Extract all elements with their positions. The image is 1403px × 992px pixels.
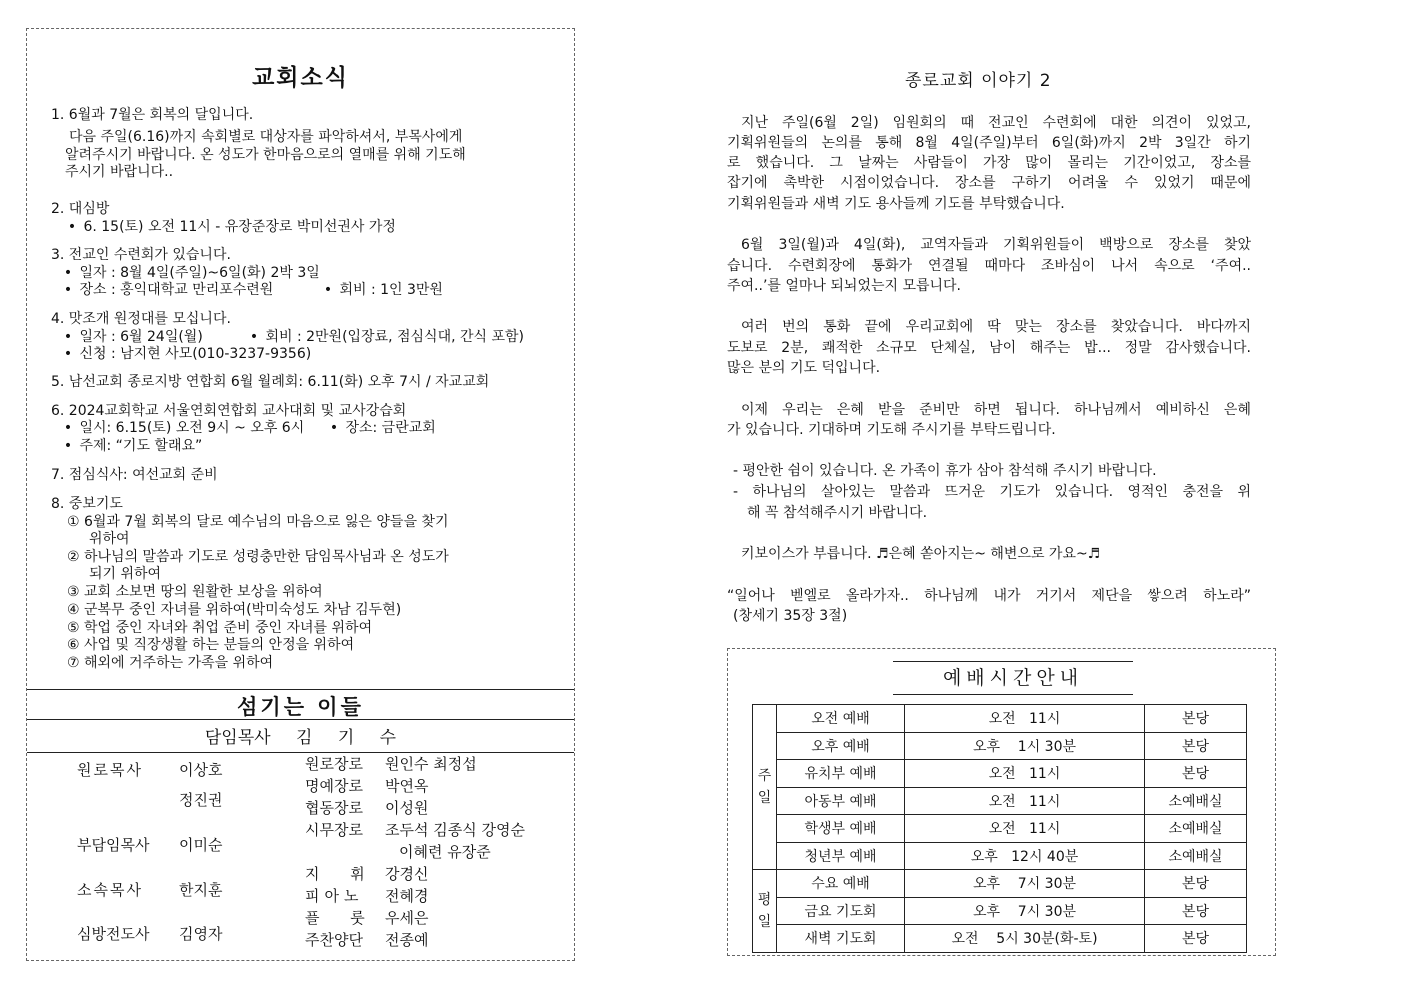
news-item-5: 5. 남선교회 종로지방 연합회 6월 월례회: 6.11(화) 오후 7시 / 자교교회 xyxy=(51,374,490,390)
role-names: 강경신 xyxy=(385,865,429,883)
divider xyxy=(27,689,574,690)
story-line: 이제 우리는 은혜 받을 준비만 하면 됩니다. 하나님께서 예비하신 은혜 xyxy=(741,402,1251,418)
pastor-name-char: 기 xyxy=(337,728,355,748)
church-news-panel xyxy=(26,28,575,961)
service-place: 본당 xyxy=(1145,705,1247,733)
story-line: 기획위원들의 논의를 통해 8월 4일(주일)부터 6일(화)까지 2박 3일간 하기 xyxy=(727,135,1251,151)
news-bullet: • 신청 : 남지현 사모(010-3237-9356) xyxy=(61,346,311,363)
role-label: 소속목사 xyxy=(77,881,143,899)
news-text: 다음 주일(6.16)까지 속회별로 대상자를 파악하셔서, 부목사에게 xyxy=(69,129,463,145)
bullet-icon: • xyxy=(63,438,73,454)
news-bullet: • 일자 : 6월 24일(월) xyxy=(61,329,203,346)
role-name: 정진권 xyxy=(179,791,223,809)
role-names: 전혜경 xyxy=(385,887,429,905)
role-label: 협동장로 xyxy=(305,799,363,817)
story-line: - 하나님의 살아있는 말씀과 뜨거운 기도가 있습니다. 영적인 충전을 위 xyxy=(733,484,1251,500)
news-bullet: • 6. 15(토) 오전 11시 - 유장준장로 박미선권사 가정 xyxy=(65,219,396,236)
story-quote: “일어나 벧엘로 올라가자.. 하나님께 내가 거기서 제단을 쌓으려 하노라” xyxy=(727,588,1251,604)
role-label: 심방전도사 xyxy=(77,925,150,943)
service-time: 오전 11시 xyxy=(905,815,1145,843)
bullet-icon: • xyxy=(67,219,77,235)
story-line: 많은 분의 기도 덕입니다. xyxy=(727,360,881,376)
worship-schedule-box xyxy=(727,648,1276,956)
bullet-icon: • xyxy=(63,265,73,281)
service-place: 본당 xyxy=(1145,925,1247,953)
service-place: 본당 xyxy=(1145,732,1247,760)
news-bullet: • 주제: “기도 할래요” xyxy=(61,438,202,455)
service-name: 오전 예배 xyxy=(777,705,905,733)
table-row xyxy=(753,870,1247,898)
role-label: 부담임목사 xyxy=(77,836,150,854)
news-text: 알려주시기 바랍니다. 온 성도가 한마음으로의 열매를 위해 기도해 xyxy=(65,147,466,163)
table-row xyxy=(753,705,1247,733)
table-row xyxy=(753,842,1247,870)
service-name: 새벽 기도회 xyxy=(777,925,905,953)
bullet-icon: • xyxy=(63,346,73,362)
role-names: 원인수 최정섭 xyxy=(385,755,477,773)
prayer-item: ⑥ 사업 및 직장생활 하는 분들의 안정을 위하여 xyxy=(67,637,355,653)
role-names: 조두석 김종식 강영순 xyxy=(385,821,525,839)
role-label: 원로목사 xyxy=(77,761,143,779)
role-label: 피아노 xyxy=(305,887,364,905)
story-line: 지난 주일(6월 2일) 임원회의 때 전교인 수련회에 대한 의견이 있었고, xyxy=(741,115,1251,131)
role-names: 이혜련 유장준 xyxy=(399,843,491,861)
story-line: 키보이스가 부릅니다. ♬은혜 쏟아지는~ 해변으로 가요~♬ xyxy=(741,546,1101,562)
service-time: 오전 11시 xyxy=(905,705,1145,733)
prayer-item: ① 6월과 7월 회복의 달로 예수님의 마음으로 잃은 양들을 찾기 xyxy=(67,514,449,530)
divider xyxy=(27,752,574,753)
news-item-6: 6. 2024교회학교 서울연회연합회 교사대회 및 교사강습회 xyxy=(51,403,407,419)
role-label: 지 휘 xyxy=(305,865,365,883)
pastor-role: 담임목사 xyxy=(204,728,271,748)
service-time: 오전 11시 xyxy=(905,760,1145,788)
story-line: 여러 번의 통화 끝에 우리교회에 딱 맞는 장소를 찾았습니다. 바다까지 xyxy=(741,319,1251,335)
news-item-7: 7. 점심식사: 여선교회 준비 xyxy=(51,467,218,483)
news-item-4: 4. 맛조개 원정대를 모십니다. xyxy=(51,311,231,327)
service-name: 아동부 예배 xyxy=(777,787,905,815)
story-quote-ref: (창세기 35장 3절) xyxy=(733,608,848,624)
story-line: 잡기에 촉박한 시점이었습니다. 장소를 구하기 어려울 수 있었기 때문에 xyxy=(727,175,1251,191)
service-place: 본당 xyxy=(1145,870,1247,898)
news-bullet: • 장소 : 홍익대학교 만리포수련원 xyxy=(61,282,273,299)
news-bullet: • 회비 : 1인 3만원 xyxy=(321,282,443,299)
service-time: 오후 7시 30분 xyxy=(905,870,1145,898)
story-line: 주여..’를 얼마나 되뇌었는지 모릅니다. xyxy=(727,278,962,294)
story-title: 종로교회 이야기 2 xyxy=(905,71,1052,91)
table-row xyxy=(753,925,1247,953)
news-bullet: • 장소: 금란교회 xyxy=(327,420,436,437)
role-names: 전종예 xyxy=(385,931,429,949)
table-row xyxy=(753,897,1247,925)
role-names: 이성원 xyxy=(385,799,429,817)
bullet-icon: • xyxy=(323,282,333,298)
table-row xyxy=(753,732,1247,760)
schedule-table xyxy=(752,704,1247,953)
story-line: - 평안한 쉼이 있습니다. 온 가족이 휴가 삼아 참석해 주시기 바랍니다. xyxy=(733,463,1157,479)
news-item-1: 1. 6월과 7월은 회복의 달입니다. xyxy=(51,107,254,123)
role-label: 시무장로 xyxy=(305,821,363,839)
service-place: 소예배실 xyxy=(1145,815,1247,843)
story-line: 가 있습니다. 기대하며 기도해 주시기를 부탁드립니다. xyxy=(727,422,1056,438)
service-time: 오후 7시 30분 xyxy=(905,897,1145,925)
service-time: 오전 11시 xyxy=(905,787,1145,815)
news-item-3: 3. 전교인 수련회가 있습니다. xyxy=(51,247,231,263)
news-text: 주시기 바랍니다.. xyxy=(65,164,174,180)
group-sunday: 주 일 xyxy=(753,705,777,870)
service-name: 수요 예배 xyxy=(777,870,905,898)
table-row xyxy=(753,760,1247,788)
news-bullet: • 일시: 6.15(토) 오전 9시 ~ 오후 6시 xyxy=(61,420,304,437)
serving-title: 섬기는 이들 xyxy=(237,695,364,719)
news-bullet: • 일자 : 8월 4일(주일)~6일(화) 2박 3일 xyxy=(61,265,320,282)
news-item-2: 2. 대심방 xyxy=(51,201,110,217)
role-name: 김영자 xyxy=(179,925,223,943)
role-name: 한지훈 xyxy=(179,881,223,899)
role-name: 이상호 xyxy=(179,761,223,779)
story-line: 기획위원들과 새벽 기도 용사들께 기도를 부탁했습니다. xyxy=(727,196,1065,212)
senior-pastor-line xyxy=(27,723,574,748)
prayer-item: ③ 교회 소보면 땅의 원활한 보상을 위하여 xyxy=(67,584,323,600)
pastor-name-char: 김 xyxy=(295,728,313,748)
service-place: 본당 xyxy=(1145,760,1247,788)
divider xyxy=(27,719,574,720)
news-item-8: 8. 중보기도 xyxy=(51,496,123,512)
bullet-icon: • xyxy=(63,420,73,436)
prayer-item: ⑦ 해외에 거주하는 가족을 위하여 xyxy=(67,655,274,671)
service-time: 오전 5시 30분(화-토) xyxy=(905,925,1145,953)
story-line: 습니다. 수련회장에 통화가 연결될 때마다 조바심이 나서 속으로 ‘주여.. xyxy=(727,258,1251,274)
prayer-item-cont: 되기 위하여 xyxy=(89,566,162,582)
role-label: 원로장로 xyxy=(305,755,363,773)
story-line: 도보로 2분, 쾌적한 소규모 단체실, 남이 해주는 밥... 정말 감사했습니다. xyxy=(727,340,1251,356)
table-row xyxy=(753,787,1247,815)
service-time: 오후 12시 40분 xyxy=(905,842,1145,870)
table-row xyxy=(753,815,1247,843)
schedule-title: 예배시간안내 xyxy=(893,661,1133,695)
bullet-icon: • xyxy=(63,282,73,298)
church-news-title: 교회소식 xyxy=(252,65,349,91)
news-bullet: • 회비 : 2만원(입장료, 점심식대, 간식 포함) xyxy=(247,329,524,346)
story-line: 6월 3일(월)과 4일(화), 교역자들과 기획위원들이 백방으로 장소를 찾았 xyxy=(741,237,1251,253)
prayer-item-cont: 위하여 xyxy=(89,531,130,547)
role-label: 주찬양단 xyxy=(305,931,363,949)
group-weekday: 평 일 xyxy=(753,870,777,953)
bullet-icon: • xyxy=(329,420,339,436)
story-line: 해 꼭 참석해주시기 바랍니다. xyxy=(747,505,928,521)
role-names: 박연옥 xyxy=(385,777,429,795)
prayer-item: ② 하나님의 말씀과 기도로 성령충만한 담임목사님과 온 성도가 xyxy=(67,549,449,565)
role-label: 플 룻 xyxy=(305,909,365,927)
prayer-item: ④ 군복무 중인 자녀를 위하여(박미숙성도 차남 김두현) xyxy=(67,602,402,618)
role-name: 이미순 xyxy=(179,836,223,854)
service-name: 금요 기도회 xyxy=(777,897,905,925)
service-place: 소예배실 xyxy=(1145,787,1247,815)
role-names: 우세은 xyxy=(385,909,429,927)
story-line: 로 했습니다. 그 날짜는 사람들이 가장 많이 몰리는 기간이었고, 장소를 xyxy=(727,155,1251,171)
service-time: 오후 1시 30분 xyxy=(905,732,1145,760)
service-place: 소예배실 xyxy=(1145,842,1247,870)
bullet-icon: • xyxy=(249,329,259,345)
bullet-icon: • xyxy=(63,329,73,345)
service-name: 오후 예배 xyxy=(777,732,905,760)
pastor-name-char: 수 xyxy=(379,728,397,748)
prayer-item: ⑤ 학업 중인 자녀와 취업 준비 중인 자녀를 위하여 xyxy=(67,620,373,636)
service-name: 청년부 예배 xyxy=(777,842,905,870)
service-name: 학생부 예배 xyxy=(777,815,905,843)
service-name: 유치부 예배 xyxy=(777,760,905,788)
service-place: 본당 xyxy=(1145,897,1247,925)
role-label: 명예장로 xyxy=(305,777,363,795)
